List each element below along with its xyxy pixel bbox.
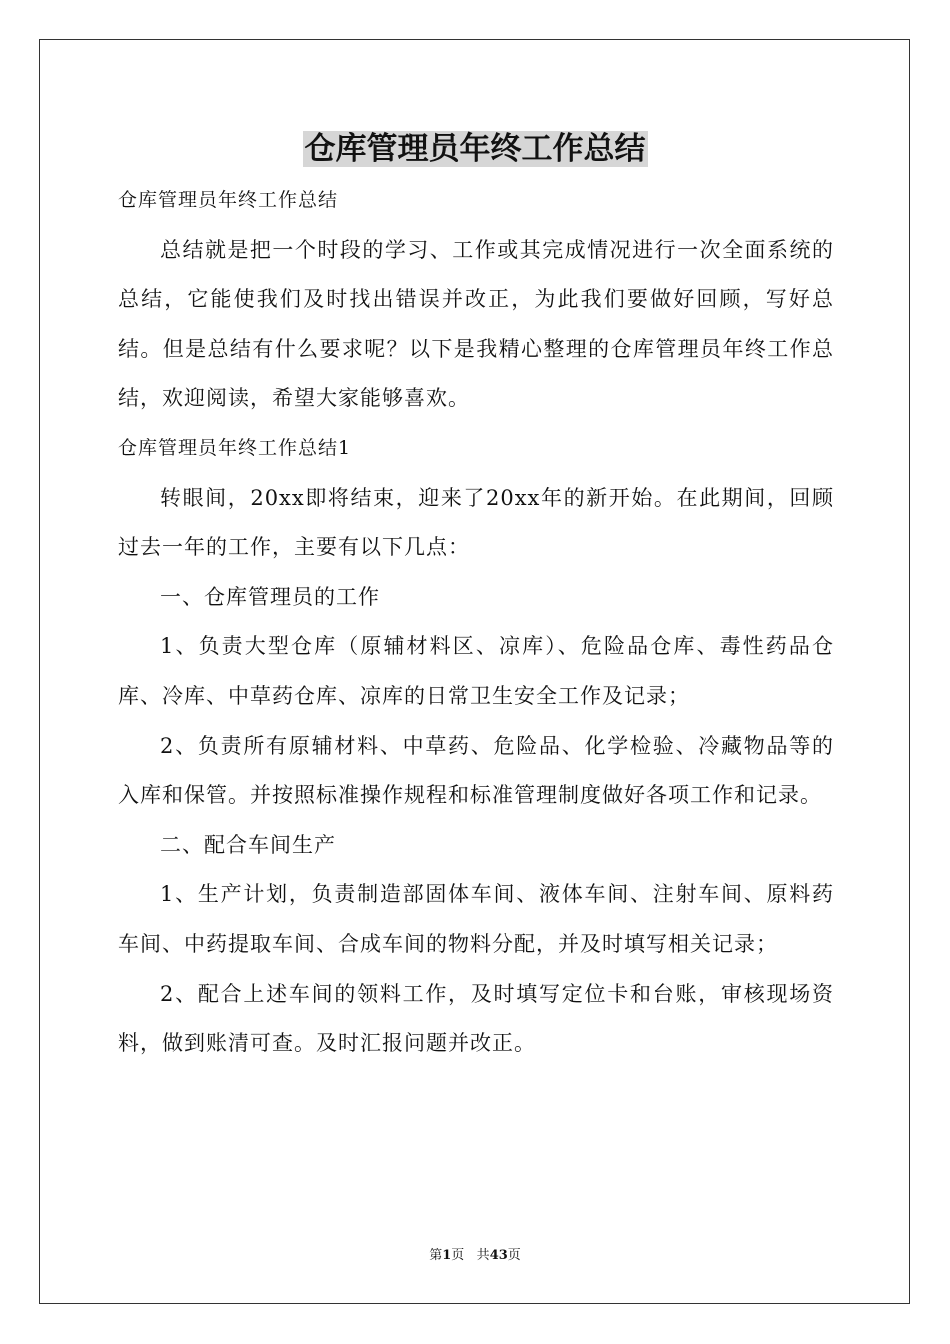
- total-prefix: 共: [476, 1248, 490, 1263]
- paragraph: 二、配合车间生产: [160, 832, 336, 857]
- paragraph: 2、负责所有原辅材料、中草药、危险品、化学检验、冷藏物品等的入库和保管。并按照标准操作规程和标准管理制度做好各项工作和记录。: [118, 733, 834, 808]
- paragraph: 1、生产计划，负责制造部固体车间、液体车间、注射车间、原料药车间、中药提取车间、合成车间的物料分配，并及时填写相关记录；: [118, 882, 834, 956]
- document-title-text: 仓库管理员年终工作总结: [304, 131, 646, 167]
- paragraph: 1、负责大型仓库（原辅材料区、凉库）、危险品仓库、毒性药品仓库、冷库、中草药仓库、凉库的日常卫生安全工作及记录；: [118, 634, 834, 708]
- paragraph: 仓库管理员年终工作总结1: [118, 436, 352, 459]
- page-prefix: 第: [429, 1248, 443, 1263]
- paragraph: 一、仓库管理员的工作: [160, 584, 380, 609]
- total-pages: 43: [489, 1248, 508, 1263]
- document-body: [118, 176, 834, 1069]
- paragraph: 总结就是把一个时段的学习、工作或其完成情况进行一次全面系统的总结，它能使我们及时找出错误并改正，为此我们要做好回顾，写好总结。但是总结有什么要求呢？以下是我精心整理的仓库管理员年终工作总结，欢迎阅读，希望大家能够喜欢。: [118, 237, 834, 411]
- page-suffix: 页: [451, 1248, 465, 1263]
- page-footer: [0, 1247, 950, 1265]
- document-title: [0, 128, 950, 170]
- paragraph: 仓库管理员年终工作总结: [118, 189, 339, 211]
- paragraph: 转眼间，20xx即将结束，迎来了20xx年的新开始。在此期间，回顾过去一年的工作，主要有以下几点：: [118, 485, 834, 560]
- page-number: 1: [442, 1248, 452, 1263]
- total-suffix: 页: [507, 1248, 521, 1263]
- paragraph: 2、配合上述车间的领料工作，及时填写定位卡和台账，审核现场资料，做到账清可查。及时汇报问题并改正。: [118, 981, 834, 1056]
